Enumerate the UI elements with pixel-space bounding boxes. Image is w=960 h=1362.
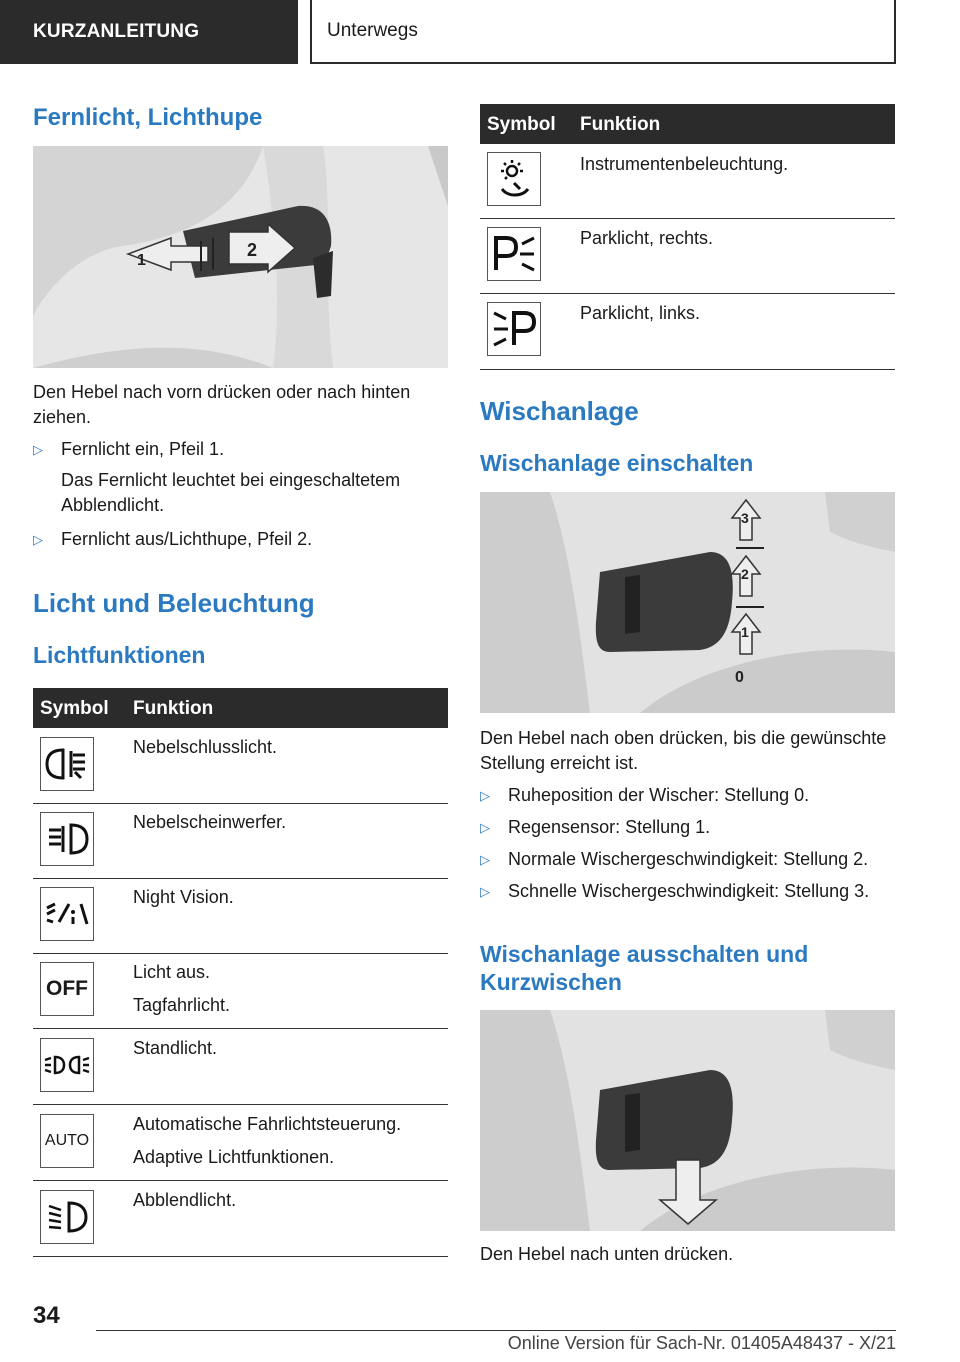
funktion-text: Parklicht, rechts. [580, 228, 714, 248]
position-2-label: 2 [741, 566, 749, 582]
fernlicht-heading: Fernlicht, Lichthupe [33, 104, 263, 131]
footer-online-version: Online Version für Sach-Nr. 01405A48437 - X/21 [507, 1333, 896, 1353]
funktion-text: Instrumentenbeleuchtung. [580, 154, 789, 174]
wischanlage-ausschalten-heading: Wischanlage ausschalten und Kurzwischen [480, 941, 809, 995]
table-row [33, 1180, 448, 1257]
page-number: 34 [33, 1302, 60, 1329]
off-icon: OFF [40, 962, 94, 1016]
low-beam-icon [40, 1190, 94, 1244]
table-row [480, 293, 895, 370]
arrow-1-label: 1 [137, 252, 146, 269]
position-0-label: 0 [735, 669, 744, 686]
funktion-text: Tagfahrlicht. [133, 995, 231, 1015]
header-subsection-label: Unterwegs [327, 20, 418, 41]
right-table-header [480, 104, 895, 144]
licht-heading: Licht und Beleuchtung [33, 588, 315, 618]
fernlicht-description: Den Hebel nach vorn drücken oder nach hinten ziehen. [33, 382, 411, 427]
wisch-bullet [480, 847, 895, 872]
table-row [480, 144, 895, 219]
wischanlage-heading: Wischanlage [480, 396, 639, 426]
fernlicht-illustration [33, 146, 448, 368]
bullet-text: Normale Wischergeschwindigkeit: Stellung 2. [508, 849, 869, 869]
bullet-text: Fernlicht aus/Lichthupe, Pfeil 2. [61, 529, 313, 549]
table-row [33, 803, 448, 879]
wisch-bullet [480, 815, 895, 840]
rear-fog-light-icon [40, 737, 94, 791]
wisch-bullet [480, 783, 895, 808]
bullet-text: Ruheposition der Wischer: Stellung 0. [508, 785, 810, 805]
wischer-ausschalten-illustration [480, 1010, 895, 1231]
parking-light-icon [40, 1038, 94, 1092]
table-row [33, 1028, 448, 1105]
table-row [33, 1104, 448, 1181]
funktion-text: Nebelschlusslicht. [133, 737, 278, 757]
table-row [33, 728, 448, 804]
col-symbol-header: Symbol [487, 114, 556, 135]
header-subsection-tab [310, 0, 896, 64]
position-3-label: 3 [741, 510, 749, 526]
lichtfunktionen-table-header [33, 688, 448, 728]
table-row [33, 878, 448, 954]
header-section-tab: KURZANLEITUNG [0, 0, 298, 64]
instrument-lighting-icon [487, 152, 541, 206]
funktion-text: Parklicht, links. [580, 303, 701, 323]
wischanlage-einschalten-heading: Wischanlage einschalten [480, 450, 754, 476]
fernlicht-bullet-1 [33, 437, 443, 518]
wischer-einschalten-illustration [480, 492, 895, 713]
wischanlage-einschalten-text: Den Hebel nach oben drücken, bis die gewünschte Stellung erreicht ist. [480, 728, 887, 773]
position-1-label: 1 [741, 624, 749, 640]
bullet-triangle-icon: ▷ [480, 820, 490, 835]
arrow-2-label: 2 [247, 240, 258, 260]
col-funktion-header: Funktion [580, 114, 661, 135]
bullet-text: Schnelle Wischergeschwindigkeit: Stellung 3. [508, 881, 870, 901]
night-vision-icon [40, 887, 94, 941]
col-funktion-header: Funktion [133, 698, 214, 719]
funktion-text: Automatische Fahrlichtsteuerung. [133, 1114, 402, 1134]
footer-rule [96, 1330, 896, 1331]
wischanlage-ausschalten-text: Den Hebel nach unten drücken. [480, 1244, 734, 1264]
funktion-text: Licht aus. [133, 962, 211, 982]
bullet-triangle-icon: ▷ [480, 852, 490, 867]
bullet-text: Regensensor: Stellung 1. [508, 817, 711, 837]
table-row [33, 953, 448, 1029]
bullet-text: Fernlicht ein, Pfeil 1. [61, 439, 225, 459]
bullet-triangle-icon: ▷ [33, 442, 43, 457]
parking-light-right-icon [487, 227, 541, 281]
front-fog-light-icon [40, 812, 94, 866]
funktion-text: Adaptive Lichtfunktionen. [133, 1147, 335, 1167]
funktion-text: Nebelscheinwerfer. [133, 812, 287, 832]
funktion-text: Abblendlicht. [133, 1190, 237, 1210]
fernlicht-bullet-2 [33, 527, 443, 552]
bullet-subtext: Das Fernlicht leuchtet bei eingeschaltetem Abblendlicht. [61, 470, 401, 515]
parking-light-left-icon [487, 302, 541, 356]
funktion-text: Standlicht. [133, 1038, 218, 1058]
bullet-triangle-icon: ▷ [480, 788, 490, 803]
lichtfunktionen-heading: Lichtfunktionen [33, 642, 206, 668]
wisch-bullet [480, 879, 895, 904]
col-symbol-header: Symbol [40, 698, 109, 719]
bullet-triangle-icon: ▷ [33, 532, 43, 547]
funktion-text: Night Vision. [133, 887, 234, 907]
table-row [480, 218, 895, 294]
auto-icon: AUTO [40, 1114, 94, 1168]
bullet-triangle-icon: ▷ [480, 884, 490, 899]
